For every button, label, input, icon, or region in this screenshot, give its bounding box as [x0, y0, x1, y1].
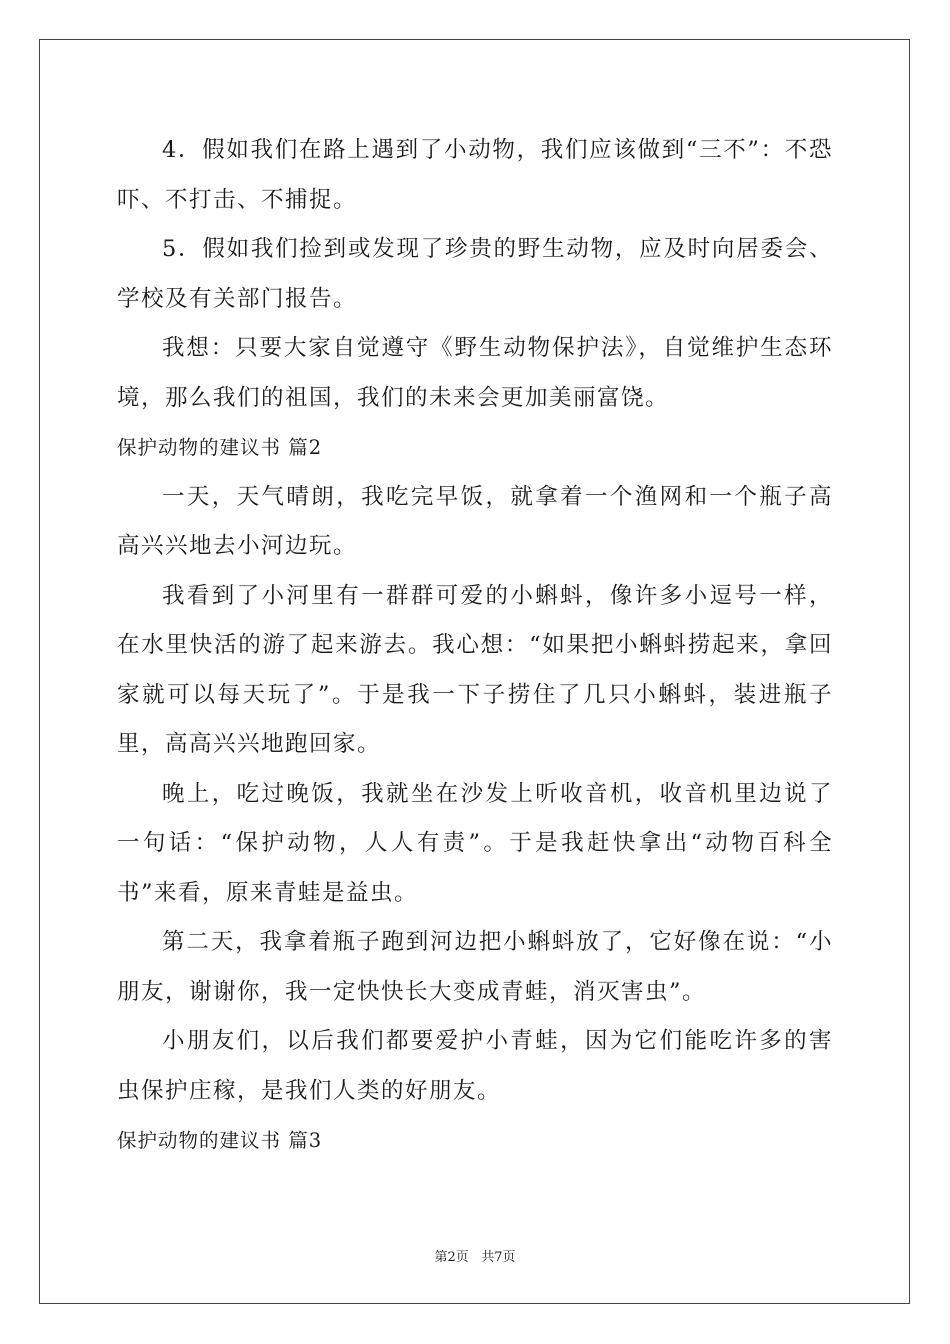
page-footer [0, 1246, 950, 1265]
section-heading-3: 保护动物的建议书 篇3 [117, 1129, 323, 1152]
paragraph-story-1: 一天，天气晴朗，我吃完早饭，就拿着一个渔网和一个瓶子高高兴兴地去小河边玩。 [117, 483, 833, 559]
page-number: 第2页 [434, 1250, 469, 1265]
section-heading-2: 保护动物的建议书 篇2 [117, 436, 323, 459]
paragraph-conclusion: 我想：只要大家自觉遵守《野生动物保护法》，自觉维护生态环境，那么我们的祖国，我们的未来会更加美丽富饶。 [117, 335, 833, 411]
page-total: 共7页 [481, 1250, 516, 1265]
paragraph-story-5: 小朋友们，以后我们都要爱护小青蛙，因为它们能吃许多的害虫保护庄稼，是我们人类的好朋友。 [117, 1028, 833, 1104]
paragraph-story-2: 我看到了小河里有一群群可爱的小蝌蚪，像许多小逗号一样，在水里快活的游了起来游去。我心想：“如果把小蝌蚪捞起来，拿回家就可以每天玩了”。于是我一下子捞住了几只小蝌蚪，装进瓶子里，高高兴兴地跑回家。 [117, 582, 833, 757]
paragraph-item-5: 5．假如我们捡到或发现了珍贵的野生动物，应及时向居委会、学校及有关部门报告。 [117, 236, 833, 312]
paragraph-story-3: 晚上，吃过晚饭，我就坐在沙发上听收音机，收音机里边说了一句话：“保护动物，人人有责”。于是我赶快拿出“动物百科全书”来看，原来青蛙是益虫。 [117, 780, 833, 906]
document-body [117, 126, 833, 1166]
paragraph-story-4: 第二天，我拿着瓶子跑到河边把小蝌蚪放了，它好像在说：“小朋友，谢谢你，我一定快快长大变成青蛙，消灭害虫”。 [117, 929, 833, 1005]
paragraph-item-4: 4．假如我们在路上遇到了小动物，我们应该做到“三不”：不恐吓、不打击、不捕捉。 [117, 137, 833, 213]
